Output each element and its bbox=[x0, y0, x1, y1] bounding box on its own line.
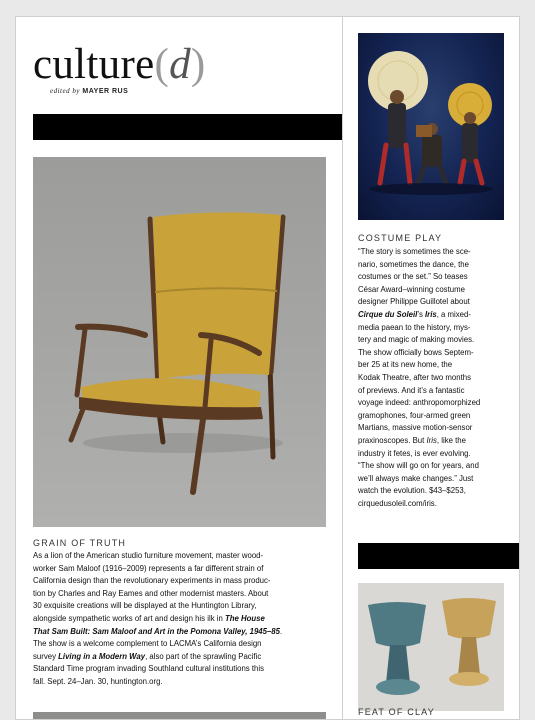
text-line: 30 exquisite creations will be displayed at the Huntington Library, bbox=[33, 601, 257, 611]
chair-photo bbox=[33, 157, 326, 527]
costume-photo bbox=[358, 33, 504, 220]
masthead-title bbox=[33, 43, 206, 87]
performer-right-head bbox=[464, 112, 476, 124]
text-line: designer Philippe Guillotel about bbox=[358, 297, 470, 307]
text-line: ber 25 at its new home, the bbox=[358, 360, 453, 370]
black-banner-left bbox=[33, 114, 342, 140]
text-line: alongside sympathetic works of art and design his ilk in The House bbox=[33, 613, 265, 623]
text-line: industry it fetes, is ever evolving. bbox=[358, 448, 471, 458]
text-line: fall. Sept. 24–Jan. 30, huntington.org. bbox=[33, 676, 163, 686]
text-line: Standard Time program invading Southland cultural institutions this bbox=[33, 664, 265, 674]
costume-illustration bbox=[358, 33, 504, 220]
text-line: Martians, massive motion-sensor bbox=[358, 423, 473, 433]
masthead-close-paren: ) bbox=[190, 41, 206, 88]
chair-arm-support-left bbox=[77, 329, 85, 395]
title-emphasis: That Sam Built: Sam Maloof and Art in the Pomona Valley, 1945–85 bbox=[33, 626, 280, 636]
masthead-open-paren: ( bbox=[154, 41, 170, 88]
text-line: watch the evolution. $43–$253, bbox=[358, 486, 466, 496]
title-emphasis: Iris bbox=[425, 309, 437, 319]
performer-left-body bbox=[388, 103, 406, 148]
clay-illustration bbox=[358, 583, 504, 711]
editor-credit bbox=[50, 87, 128, 95]
black-banner-right bbox=[358, 543, 520, 569]
edited-by-label: edited by bbox=[50, 87, 80, 95]
column-divider bbox=[342, 17, 343, 720]
text-line: Cirque du Soleil’s Iris, a mixed- bbox=[358, 309, 471, 319]
stage-floor bbox=[369, 183, 493, 195]
text-line: “The show will go on for years, and bbox=[358, 461, 479, 471]
chair-shadow bbox=[83, 433, 283, 453]
chair-front-leg-right bbox=[193, 419, 203, 492]
performer-center-legs bbox=[418, 167, 446, 183]
text-line: California design than the revolutionary experiments in mass produc- bbox=[33, 576, 271, 586]
performer-right-body bbox=[462, 123, 478, 163]
text-line: The show is a welcome complement to LACMA’s California design bbox=[33, 639, 262, 649]
grain-of-truth-body bbox=[33, 550, 326, 689]
text-line: Kodak Theatre, after two months bbox=[358, 372, 471, 382]
text-line: praxinoscopes. But Iris, like the bbox=[358, 435, 466, 445]
magazine-page bbox=[15, 16, 520, 720]
text-line: tion by Charles and Ray Eames and other modernist masters. About bbox=[33, 588, 269, 598]
costume-play-body bbox=[358, 246, 504, 510]
text-line: tery and magic of making movies. bbox=[358, 335, 475, 345]
vessel-right-base bbox=[449, 672, 489, 686]
costume-play-title: COSTUME PLAY bbox=[358, 233, 443, 243]
performer-left-legs bbox=[380, 145, 410, 183]
text-line: we’ll always make changes.” Just bbox=[358, 473, 474, 483]
performer-center-body bbox=[422, 135, 442, 167]
text-line: gramophones, four-armed green bbox=[358, 410, 471, 420]
text-line: The show officially bows Septem- bbox=[358, 347, 474, 357]
performer-right-legs bbox=[460, 161, 482, 183]
text-line: voyage indeed: anthropomorphized bbox=[358, 398, 481, 408]
grain-of-truth-title: GRAIN OF TRUTH bbox=[33, 538, 127, 548]
chair-arm-left bbox=[78, 327, 145, 335]
vessel-left-base bbox=[376, 679, 420, 695]
text-line: of previews. And it’s a fantastic bbox=[358, 385, 465, 395]
chair-front-leg-left bbox=[71, 409, 83, 440]
title-emphasis: The House bbox=[225, 613, 265, 623]
chair-illustration bbox=[33, 157, 326, 527]
text-line: worker Sam Maloof (1916–2009) represents a far different strain of bbox=[33, 563, 264, 573]
text-line: That Sam Built: Sam Maloof and Art in the Pomona Valley, 1945–85. bbox=[33, 626, 283, 636]
text-line: costumes or the set.” So teases bbox=[358, 272, 468, 282]
text-line: César Award–winning costume bbox=[358, 284, 465, 294]
clay-vessels-photo bbox=[358, 583, 504, 711]
text-line: survey Living in a Modern Way, also part of the sprawling Pacific bbox=[33, 651, 262, 661]
masthead-word: culture bbox=[33, 41, 155, 88]
bottom-photo-strip bbox=[33, 712, 326, 720]
text-line: As a lion of the American studio furniture movement, master wood- bbox=[33, 551, 264, 560]
feat-of-clay-title: FEAT OF CLAY bbox=[358, 707, 435, 717]
text-line: media paean to the history, mys- bbox=[358, 322, 471, 332]
vessel-right-cup bbox=[442, 598, 496, 639]
title-emphasis: Cirque du Soleil bbox=[358, 309, 418, 319]
text-line: nario, sometimes the dance, the bbox=[358, 259, 469, 269]
prop-gramophone bbox=[416, 125, 432, 137]
title-emphasis: Living in a Modern Way bbox=[58, 651, 146, 661]
performer-left-head bbox=[390, 90, 404, 104]
vessel-left-cup bbox=[368, 602, 426, 647]
editor-name: MAYER RUS bbox=[82, 88, 129, 95]
text-line: cirquedusoleil.com/iris. bbox=[358, 498, 437, 508]
chair-back-leg-right bbox=[270, 367, 273, 457]
masthead-letter: d bbox=[169, 41, 191, 88]
text-line: “The story is sometimes the sce- bbox=[358, 247, 471, 256]
italic-emphasis: Iris bbox=[426, 435, 437, 445]
